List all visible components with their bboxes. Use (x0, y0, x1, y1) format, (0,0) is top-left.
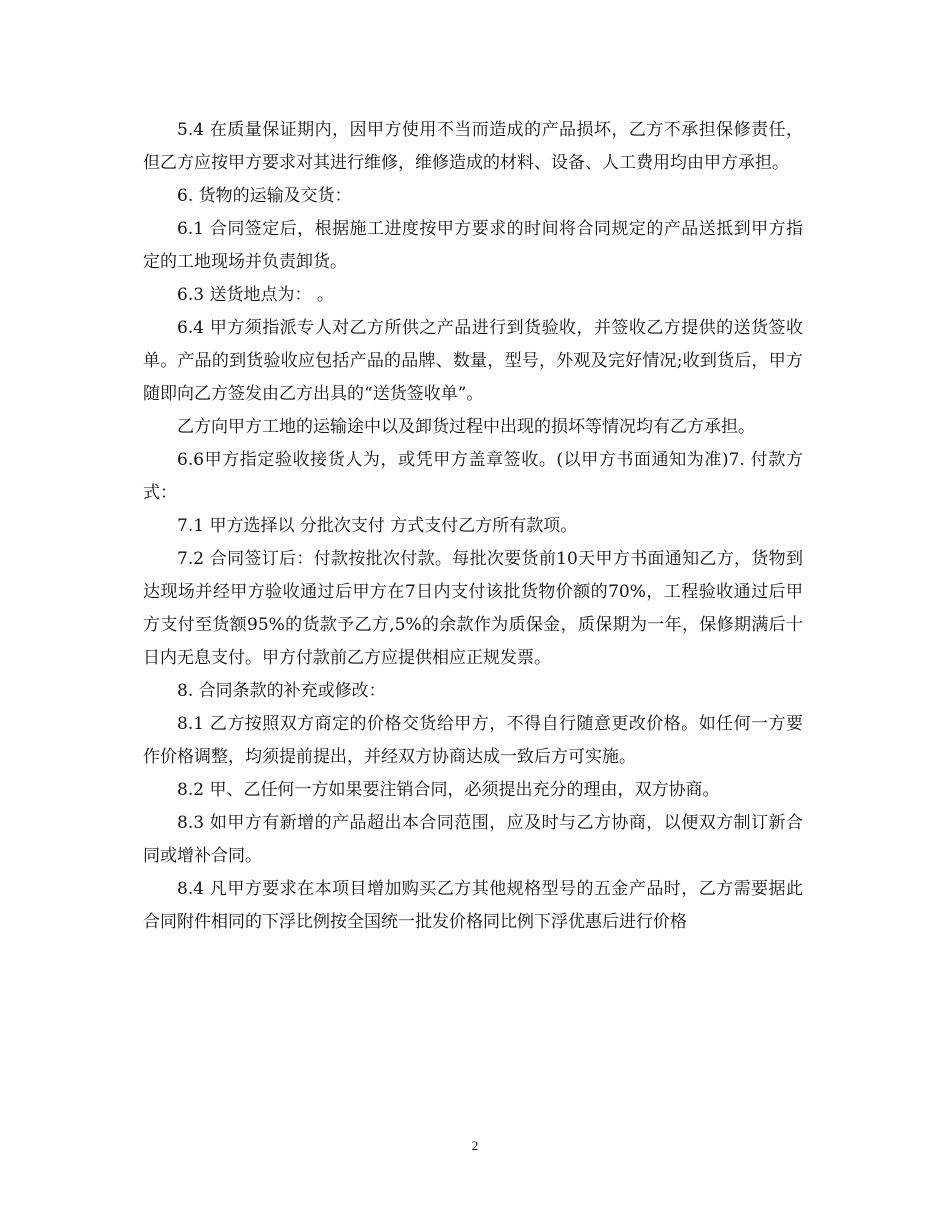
clause-8-3: 8.3 如甲方有新增的产品超出本合同范围，应及时与乙方协商，以便双方制订新合同或增补合同。 (143, 813, 803, 866)
document-body (143, 114, 803, 939)
clause-6-3: 6.3 送货地点为： 。 (177, 285, 334, 305)
section-8-heading: 8. 合同条款的补充或修改： (177, 681, 386, 701)
clause-6-4: 6.4 甲方须指派专人对乙方所供之产品进行到货验收，并签收乙方提供的送货签收单。产品的到货验收应包括产品的品牌、数量，型号，外观及完好情况;收到货后，甲方随即向乙方签发由乙方出具的“送货签收单”。 (143, 318, 803, 404)
clause-5-4: 5.4 在质量保证期内，因甲方使用不当而造成的产品损坏，乙方不承担保修责任，但乙方应按甲方要求对其进行维修，维修造成的材料、设备、人工费用均由甲方承担。 (143, 120, 803, 173)
clause-8-4: 8.4 凡甲方要求在本项目增加购买乙方其他规格型号的五金产品时，乙方需要据此合同附件相同的下浮比例按全国统一批发价格同比例下浮优惠后进行价格 (143, 879, 803, 932)
clause-6-6: 6.6甲方指定验收接货人为，或凭甲方盖章签收。(以甲方书面通知为准)7. 付款方式： (143, 450, 803, 503)
page-number: 2 (471, 1138, 479, 1153)
clause-7-2: 7.2 合同签订后：付款按批次付款。每批次要货前10天甲方书面通知乙方，货物到达现场并经甲方验收通过后甲方在7日内支付该批货物价额的70%，工程验收通过后甲方支付至货额95%的货款予乙方,5%的余款作为质保金，质保期为一年，保修期满后十日内无息支付。甲方付款前乙方应提供相应正规发票。 (143, 549, 803, 668)
transport-damage-paragraph: 乙方向甲方工地的运输途中以及卸货过程中出现的损坏等情况均有乙方承担。 (177, 417, 755, 437)
clause-7-1: 7.1 甲方选择以 分批次支付 方式支付乙方所有款项。 (177, 516, 578, 536)
clause-8-1: 8.1 乙方按照双方商定的价格交货给甲方，不得自行随意更改价格。如任何一方要作价格调整，均须提前提出，并经双方协商达成一致后方可实施。 (143, 714, 803, 767)
clause-6-1: 6.1 合同签定后，根据施工进度按甲方要求的时间将合同规定的产品送抵到甲方指定的工地现场并负责卸货。 (143, 219, 803, 272)
section-6-heading: 6. 货物的运输及交货： (177, 186, 352, 206)
clause-8-2: 8.2 甲、乙任何一方如果要注销合同，必须提出充分的理由，双方协商。 (177, 780, 720, 800)
